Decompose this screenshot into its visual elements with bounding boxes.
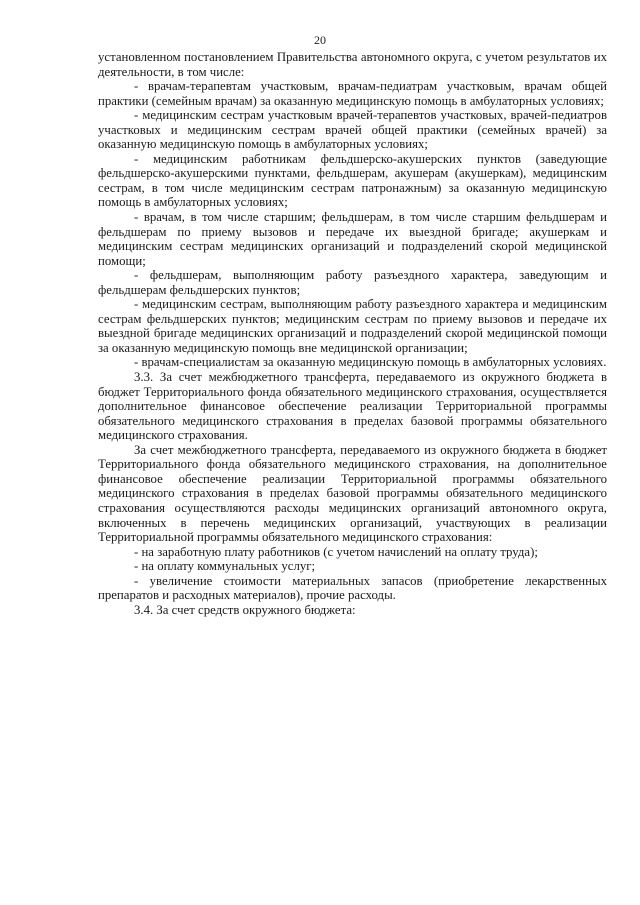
list-item-emergency-staff: - врачам, в том числе старшим; фельдшерам, в том числе старшим фельдшерам и фельдшерам по приему вызовов и передаче их выездной бригаде; акушеркам и медицинским сестрам медицинских организаций и подразделений скорой медицинской помощи;: [98, 210, 607, 268]
section-3-3: 3.3. За счет межбюджетного трансферта, передаваемого из окружного бюджета в бюджет Территориального фонда обязательного медицинского страхования, осуществляется дополнительное финансовое обеспечение реализации Территориальной программы обязательного медицинского страхования в пределах базовой программы обязательного медицинского страхования.: [98, 370, 607, 443]
list-item-fap-workers: - медицинским работникам фельдшерско-акушерских пунктов (заведующие фельдшерско-акушерскими пунктами, фельдшерам, акушерам (акушеркам), медицинским сестрам, в том числе медицинским сестрам патронажным) за оказанную медицинскую помощь в амбулаторных условиях;: [98, 151, 607, 210]
list-item-travelling-paramedics: - фельдшерам, выполняющим работу разъездного характера, заведующим и фельдшерам фельдшерских пунктов;: [98, 268, 607, 297]
list-item-materials: - увеличение стоимости материальных запасов (приобретение лекарственных препаратов и расходных материалов), прочие расходы.: [98, 573, 607, 603]
paragraph-intro: установленном постановлением Правительства автономного округа, с учетом результатов их деятельности, в том числе:: [98, 50, 607, 79]
section-3-4: 3.4. За счет средств окружного бюджета:: [134, 602, 356, 617]
paragraph-transfer-expenses: За счет межбюджетного трансферта, передаваемого из окружного бюджета в бюджет Территориального фонда обязательного медицинского страхования, на дополнительное финансовое обеспечение реализации Территориальной программы обязательного медицинского страхования в пределах базовой программы обязательного медицинского страхования осуществляются расходы медицинских организаций автономного округа, включенных в перечень медицинских организаций, участвующих в реализации Территориальной программы обязательного медицинского страхования:: [98, 442, 607, 545]
list-item-therapists-pediatricians: - врачам-терапевтам участковым, врачам-педиатрам участковым, врачам общей практики (семейным врачам) за оказанную медицинскую помощь в амбулаторных условиях;: [98, 79, 607, 108]
list-item-utilities: - на оплату коммунальных услуг;: [134, 559, 316, 574]
list-item-wages: - на заработную плату работников (с учетом начислений на оплату труда);: [134, 544, 538, 559]
page-number: 20: [314, 33, 326, 47]
document-body: [98, 50, 607, 617]
list-item-district-nurses: - медицинским сестрам участковым врачей-терапевтов участковых, врачей-педиатров участковых и медицинским сестрам врачей общей практики (семейных врачей) за оказанную медицинскую помощь в амбулаторных условиях;: [98, 108, 607, 152]
list-item-specialists: - врачам-специалистам за оказанную медицинскую помощь в амбулаторных условиях.: [134, 355, 607, 370]
list-item-travelling-nurses: - медицинским сестрам, выполняющим работу разъездного характера и медицинским сестрам фельдшерских пунктов; медицинским сестрам по приему вызовов и передаче их выездной бригаде медицинских организаций и подразделений скорой медицинской помощи за оказанную медицинскую помощь вне медицинской организации;: [98, 297, 607, 355]
